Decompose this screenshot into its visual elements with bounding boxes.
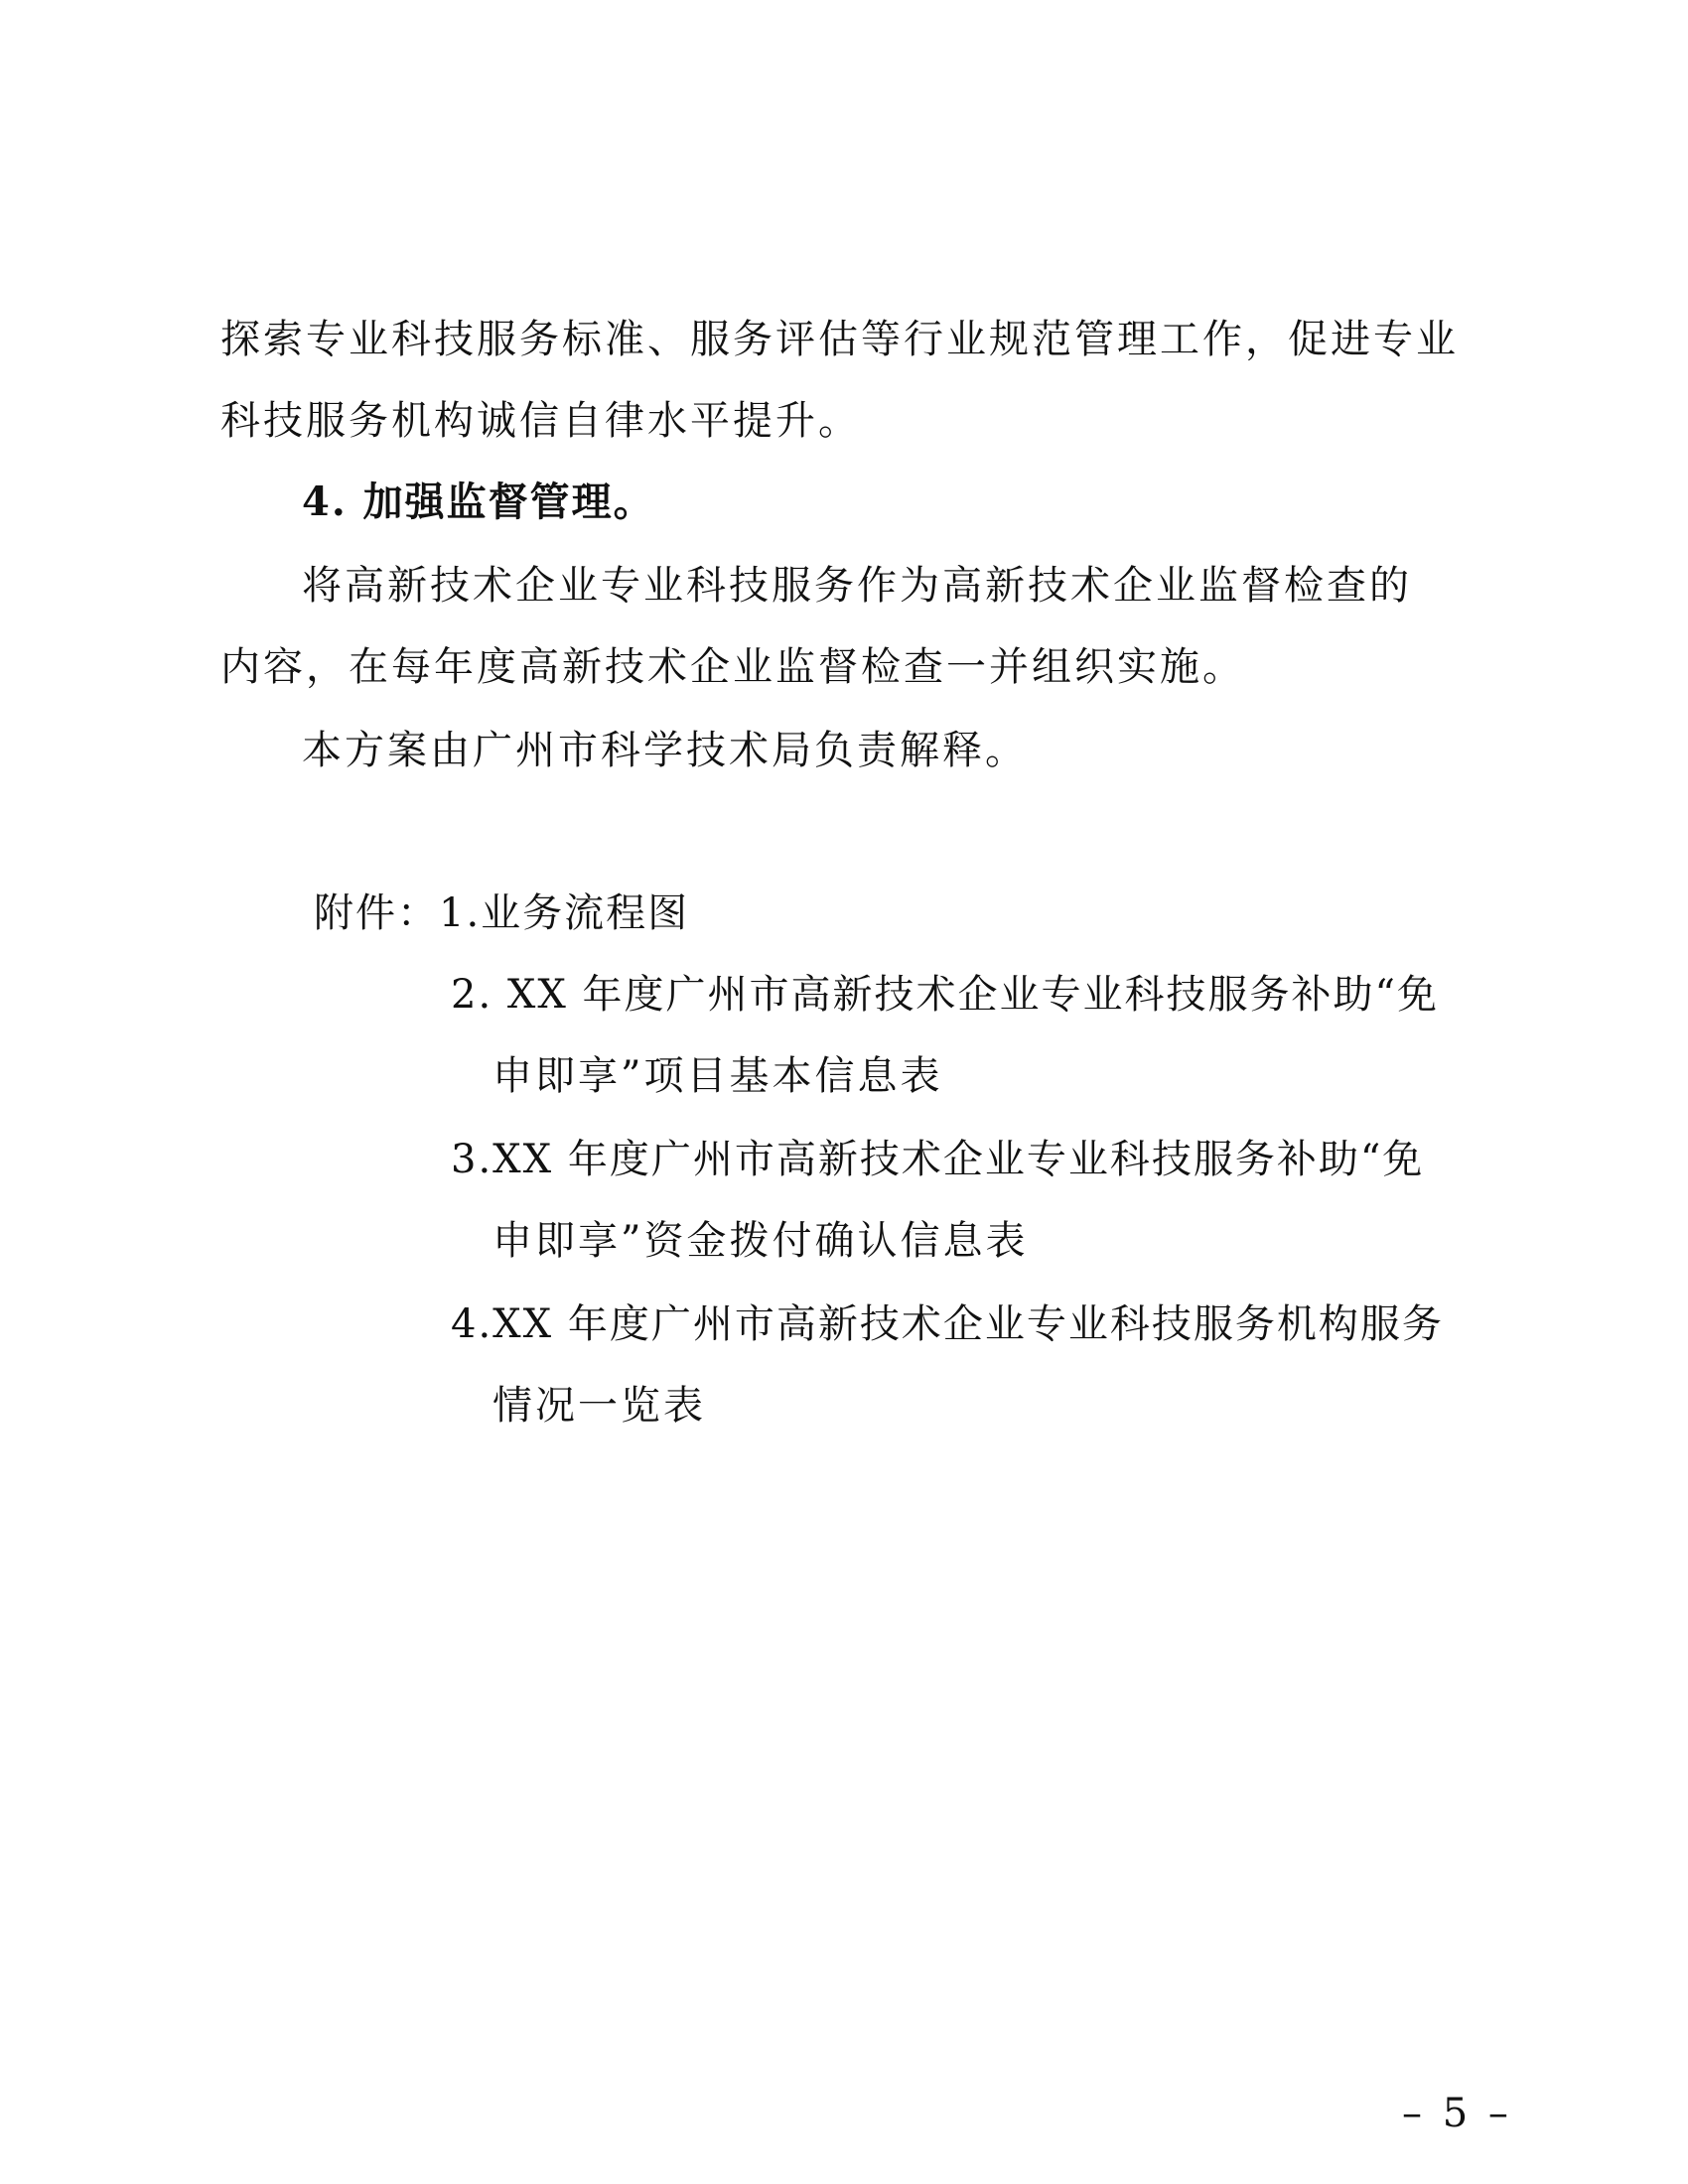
- attachment-3-line-2: 申即享”资金拨付确认信息表: [492, 1218, 1029, 1264]
- paragraph-1-line-1: 探索专业科技服务标准、服务评估等行业规范管理工作，促进专业: [220, 317, 1459, 362]
- section-heading-4: 4. 加强监督管理。: [302, 478, 655, 525]
- attachment-4-line-2: 情况一览表: [492, 1383, 706, 1429]
- attachment-2-line-1: 2. XX 年度广州市高新技术企业专业科技服务补助“免: [451, 972, 1439, 1018]
- attachment-2-line-2: 申即享”项目基本信息表: [492, 1053, 943, 1099]
- page-number: – 5 –: [1402, 2091, 1512, 2136]
- paragraph-1-line-2: 科技服务机构诚信自律水平提升。: [220, 398, 861, 444]
- paragraph-2-line-1: 将高新技术企业专业科技服务作为高新技术企业监督检查的: [302, 563, 1412, 609]
- attachment-4-line-1: 4.XX 年度广州市高新技术企业专业科技服务机构服务: [451, 1301, 1444, 1347]
- attachments-label: 附件：1.业务流程图: [314, 890, 690, 936]
- paragraph-3: 本方案由广州市科学技术局负责解释。: [302, 728, 1028, 773]
- attachment-3-line-1: 3.XX 年度广州市高新技术企业专业科技服务补助“免: [451, 1137, 1425, 1182]
- paragraph-2-line-2: 内容，在每年度高新技术企业监督检查一并组织实施。: [220, 644, 1245, 690]
